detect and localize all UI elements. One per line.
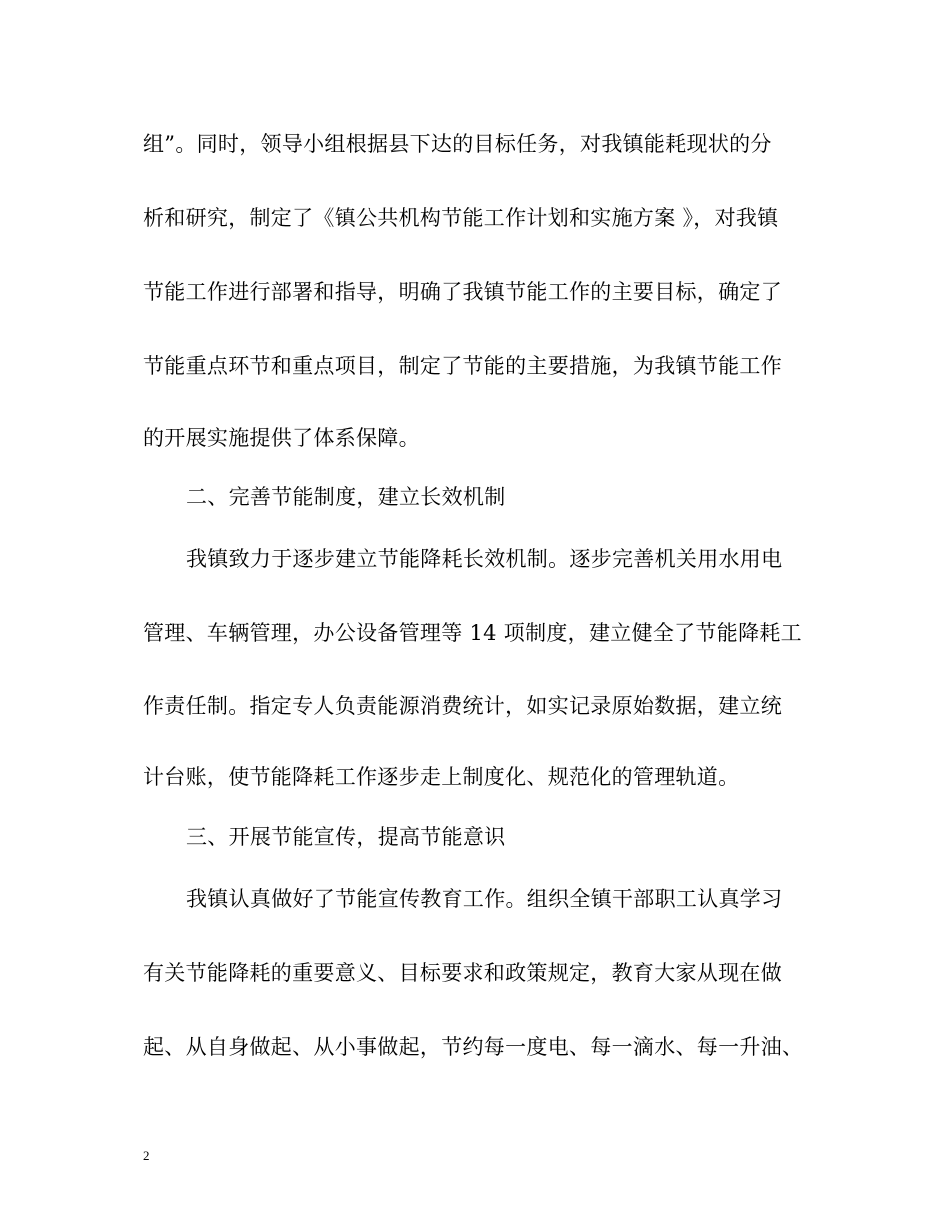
text-line: 计台账，使节能降耗工作逐步走上制度化、规范化的管理轨道。 bbox=[143, 765, 740, 789]
page-number: 2 bbox=[143, 1148, 150, 1163]
text-line: 我镇致力于逐步建立节能降耗长效机制。逐步完善机关用水用电 bbox=[186, 547, 783, 571]
text-line: 组”。同时，领导小组根据县下达的目标任务，对我镇能耗现状的分 bbox=[143, 132, 772, 156]
text-line: 有关节能降耗的重要意义、目标要求和政策规定，教育大家从现在做 bbox=[143, 961, 782, 985]
text-line: 节能重点环节和重点项目，制定了节能的主要措施，为我镇节能工作 bbox=[143, 354, 782, 378]
section-heading: 三、开展节能宣传，提高节能意识 bbox=[186, 825, 506, 849]
text-line: 管理、车辆管理，办公设备管理等 14 项制度，建立健全了节能降耗工 bbox=[143, 621, 802, 645]
text-line: 起、从自身做起、从小事做起，节约每一度电、每一滴水、每一升油、 bbox=[143, 1035, 804, 1059]
section-heading: 二、完善节能制度，建立长效机制 bbox=[186, 485, 506, 509]
text-line: 我镇认真做好了节能宣传教育工作。组织全镇干部职工认真学习 bbox=[186, 887, 783, 911]
text-line: 析和研究，制定了《镇公共机构节能工作计划和实施方案 》，对我镇 bbox=[143, 206, 779, 230]
text-line: 节能工作进行部署和指导，明确了我镇节能工作的主要目标，确定了 bbox=[143, 280, 782, 304]
text-line: 作责任制。指定专人负责能源消费统计，如实记录原始数据，建立统 bbox=[143, 694, 782, 718]
text-line: 的开展实施提供了体系保障。 bbox=[143, 426, 420, 450]
